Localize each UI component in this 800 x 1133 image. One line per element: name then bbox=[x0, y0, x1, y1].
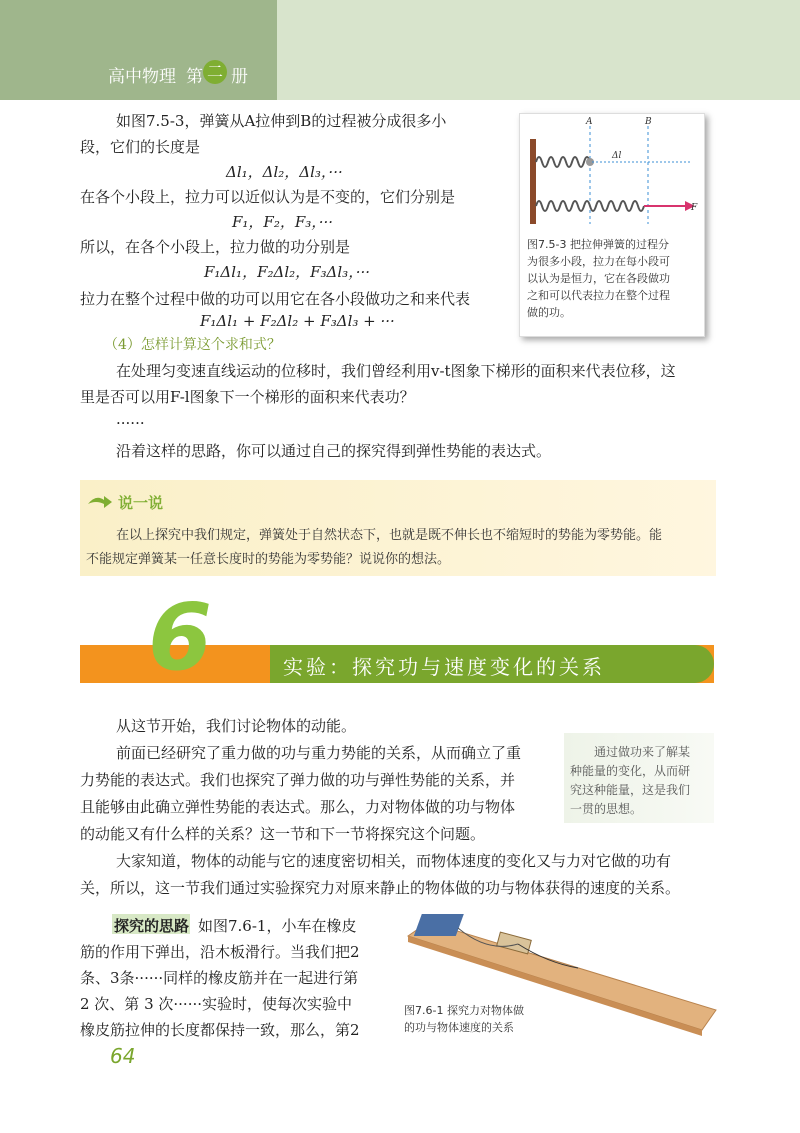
discussion-title: 说一说 bbox=[118, 494, 164, 512]
label-delta-l: Δl bbox=[612, 151, 622, 161]
paragraph-line: 前面已经研究了重力做的功与重力势能的关系，从而确立了重 bbox=[116, 744, 522, 762]
figure-caption-line: 以认为是恒力，它在各段做功 bbox=[527, 272, 670, 285]
figure-caption-line: 图7.5-3 把拉伸弹簧的过程分 bbox=[527, 238, 669, 251]
formula-works: F₁Δl₁，F₂Δl₂，F₃Δl₃，··· bbox=[204, 263, 370, 281]
paragraph-line: 的动能又有什么样的关系？这一节和下一节将探究这个问题。 bbox=[80, 825, 486, 843]
side-note-line: 究这种能量，这是我们 bbox=[570, 783, 691, 797]
paragraph-line: 段，它们的长度是 bbox=[80, 138, 201, 156]
paragraph-line: 2 次、第 3 次······实验时，使每次实验中 bbox=[80, 995, 353, 1013]
paragraph-line: 关，所以，这一节我们通过实验探究力对原来静止的物体做的功与物体获得的速度的关系。 bbox=[80, 879, 681, 897]
keyword-label: 探究的思路 bbox=[114, 917, 190, 935]
label-f: F bbox=[691, 203, 698, 213]
figure-caption-line: 图7.6-1 探究力对物体做 bbox=[404, 1004, 524, 1017]
paragraph-line: 且能够由此确立弹性势能的表达式。那么，力对物体做的功与物体 bbox=[80, 798, 516, 816]
paragraph-line: 在处理匀变速直线运动的位移时，我们曾经利用v-t图象下梯形的面积来代表位移，这 bbox=[116, 362, 676, 380]
formula-forces: F₁，F₂，F₃，··· bbox=[232, 213, 334, 231]
spring-diagram bbox=[520, 114, 704, 224]
header-band-light bbox=[277, 0, 800, 100]
paragraph-line: 条、3条······同样的橡皮筋并在一起进行第 bbox=[80, 969, 359, 987]
paragraph-line: 筋的作用下弹出，沿木板滑行。当我们把2 bbox=[80, 943, 360, 961]
paragraph-line: 里是否可以用F-l图象下一个梯形的面积来代表功？ bbox=[80, 388, 415, 406]
section-title: 实验：探究功与速度变化的关系 bbox=[283, 655, 605, 679]
paragraph-line: 在各个小段上，拉力可以近似认为是不变的，它们分别是 bbox=[80, 188, 456, 206]
volume-number: 二 bbox=[203, 60, 227, 84]
volume-prefix: 第 bbox=[186, 67, 203, 87]
paragraph-line: 力势能的表达式。我们也探究了弹力做的功与弹性势能的关系，并 bbox=[80, 771, 516, 789]
label-b: B bbox=[645, 117, 652, 127]
formula-sum: F₁Δl₁ + F₂Δl₂ + F₃Δl₃ + ··· bbox=[200, 312, 395, 330]
figure-caption-line: 为很多小段，拉力在每小段可 bbox=[527, 255, 670, 268]
paragraph-line: 如图7.6-1，小车在橡皮 bbox=[198, 917, 357, 935]
paragraph-line: 如图7.5-3，弹簧从A拉伸到B的过程被分成很多小 bbox=[116, 112, 447, 130]
paragraph-line: 橡皮筋拉伸的长度都保持一致，那么，第2 bbox=[80, 1021, 360, 1039]
book-title: 高中物理 bbox=[108, 67, 176, 87]
paragraph-line: 大家知道，物体的动能与它的速度密切相关，而物体速度的变化又与力对它做的功有 bbox=[116, 852, 672, 870]
paragraph-line: 沿着这样的思路，你可以通过自己的探究得到弹性势能的表达式。 bbox=[116, 442, 552, 460]
volume-suffix: 册 bbox=[231, 67, 248, 87]
discussion-line: 不能规定弹簧某一任意长度时的势能为零势能？说说你的想法。 bbox=[86, 552, 451, 567]
figure-caption-line: 之和可以代表拉力在整个过程 bbox=[527, 289, 670, 302]
section-number: 6 bbox=[148, 584, 213, 691]
paragraph-line: 所以，在各个小段上，拉力做的功分别是 bbox=[80, 238, 351, 256]
side-note-line: 种能量的变化，从而研 bbox=[570, 764, 691, 778]
figure-caption-line: 的功与物体速度的关系 bbox=[404, 1021, 514, 1034]
ellipsis: ······ bbox=[116, 414, 145, 432]
discussion-line: 在以上探究中我们规定，弹簧处于自然状态下，也就是既不伸长也不缩短时的势能为零势能。能 bbox=[116, 528, 663, 543]
side-note-line: 一贯的思想。 bbox=[570, 802, 643, 816]
arrow-icon bbox=[86, 492, 114, 510]
paragraph-line: 从这节开始，我们讨论物体的动能。 bbox=[116, 717, 357, 735]
side-note-line: 通过做功来了解某 bbox=[594, 745, 691, 759]
label-a: A bbox=[586, 117, 593, 127]
figure-caption-line: 做的功。 bbox=[527, 306, 571, 319]
question-heading: （4）怎样计算这个求和式？ bbox=[104, 337, 281, 353]
paragraph-line: 拉力在整个过程中做的功可以用它在各小段做功之和来代表 bbox=[80, 290, 471, 308]
formula-lengths: Δl₁，Δl₂，Δl₃，··· bbox=[226, 163, 343, 181]
page-number: 64 bbox=[110, 1044, 136, 1068]
